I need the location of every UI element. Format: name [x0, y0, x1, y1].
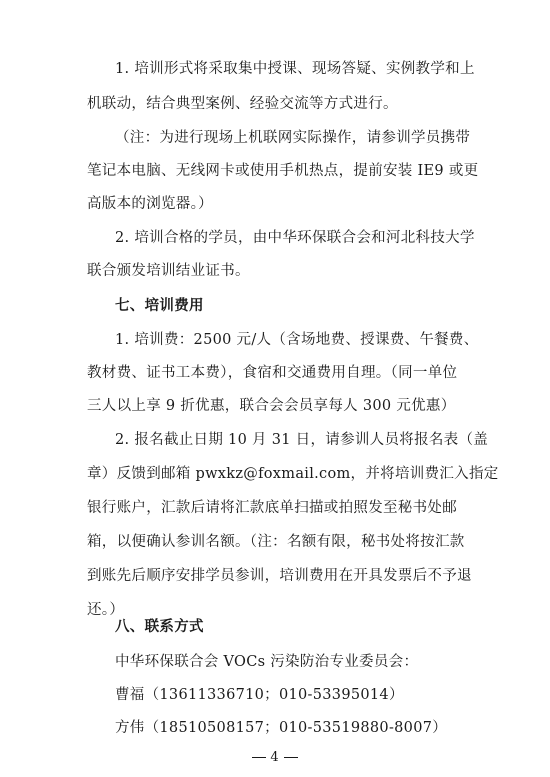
section-heading: 七、培训费用 [115, 297, 204, 314]
page-number [0, 750, 550, 765]
text-line: 章）反馈到邮箱 pwxkz@foxmail.com，并将培训费汇入指定 [87, 466, 499, 482]
text-line: 2. 培训合格的学员，由中华环保联合会和河北科技大学 [115, 230, 475, 246]
page-number-value: 4 [270, 750, 280, 765]
text-line: （注：为进行现场上机联网实际操作，请参训学员携带 [115, 130, 471, 146]
text-line: 笔记本电脑、无线网卡或使用手机热点，提前安装 IE9 或更 [87, 163, 479, 179]
contact-line: 曹福（13611336710；010-53395014） [115, 687, 404, 703]
text-line: 箱，以便确认参训名额。（注：名额有限，秘书处将按汇款 [87, 534, 465, 550]
text-line: 教材费、证书工本费），食宿和交通费用自理。（同一单位 [87, 365, 458, 381]
text-line: 中华环保联合会 VOCs 污染防治专业委员会： [115, 654, 419, 670]
text-line: 高版本的浏览器。） [87, 196, 213, 212]
text-line: 1. 培训形式将采取集中授课、现场答疑、实例教学和上 [115, 61, 475, 77]
text-line: 机联动，结合典型案例、经验交流等方式进行。 [87, 96, 398, 112]
text-line: 联合颁发培训结业证书。 [87, 263, 250, 279]
text-line: 到账先后顺序安排学员参训，培训费用在开具发票后不予退 [87, 568, 472, 584]
text-line: 还。） [87, 602, 125, 618]
text-line: 2. 报名截止日期 10 月 31 日，请参训人员将报名表（盖 [115, 432, 489, 448]
text-line: 1. 培训费：2500 元/人（含场地费、授课费、午餐费、 [115, 332, 479, 348]
section-heading: 八、联系方式 [115, 618, 204, 635]
dash-right [284, 757, 298, 758]
text-line: 三人以上享 9 折优惠，联合会会员享每人 300 元优惠） [87, 398, 456, 414]
text-line: 银行账户，汇款后请将汇款底单扫描或拍照发至秘书处邮 [87, 500, 457, 516]
contact-line: 方伟（18510508157；010-53519880-8007） [115, 720, 448, 736]
dash-left [252, 757, 266, 758]
